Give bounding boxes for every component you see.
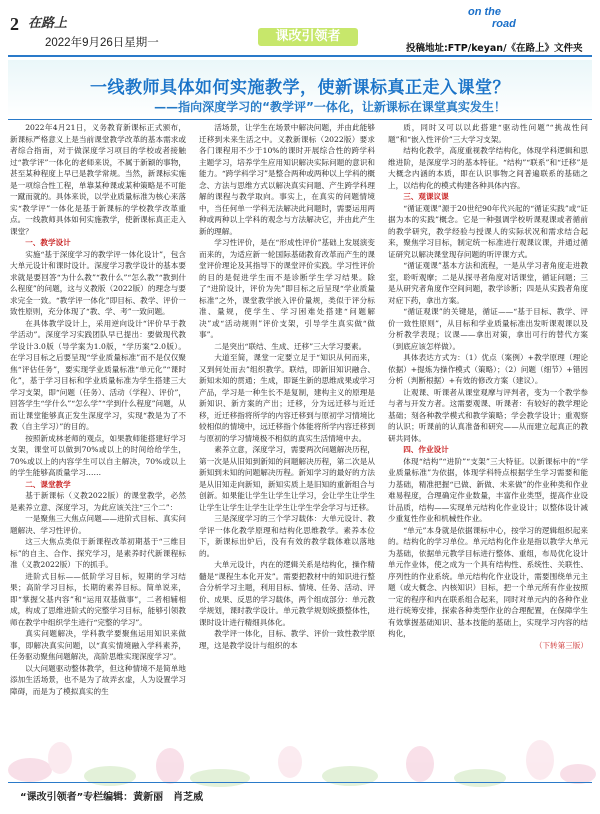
paragraph: 素养立意，深度学习，需要两次问题解决历程，第一次是从旧知到新知的问题解决历程，第二次是从新知到未知的问题解决历程。新知学习的最好的方法是从旧知走向新知，新知实质上是旧知的重新组合与创新。如果能让学生让学生让学习，会让学生让学生让学生让学生让学生让学生让学生学会学习与迁移。 bbox=[199, 445, 375, 512]
paragraph: 以大问题驱动整体教学，但这种情境不是简单地添加生活场景，也不是为了故弄玄虚，人为设置学习障碍，而是为了模拟真实的生 bbox=[10, 663, 186, 696]
paragraph: 活场景，让学生在场景中解决问题，并由此能够迁移到未来生活之中。义教新课标（2022版）要求各门课程用不少于10%的课时开展综合性的跨学科主题学习，培养学生应用知识解决实际问题的意识和能力。“跨学科学习”是整合两种或两种以上学科的概念、方法与思维方式以解决真实问题、产生跨学科理解的课程与教学取向。事实上，在真实的问题情境中，当任何单一学科无法解决此问题时，需要运用两种或两种以上学科的观念与方法解决它，并由此产生新的理解。 bbox=[199, 123, 375, 236]
section-heading: 三、观课议课 bbox=[403, 192, 449, 201]
section-heading: 一、教学设计 bbox=[25, 238, 71, 247]
article-subtitle: ——指向深度学习的“教学评”一体化，让新课标在课堂真实发生！ bbox=[154, 100, 506, 114]
column-badge: 课改引领者 bbox=[258, 28, 358, 46]
section-heading: 二、课堂教学 bbox=[25, 479, 71, 489]
paragraph: 2022年4月21日，义务教育新课标正式颁布，新课标严格意义上是当前课堂教学改革的基本需求或者综合指南，对于做深度学习项目的学校或者接触过“教学评”一体化的老师来说，不属于新颖的事物，甚至某种程度上早已是教学常规。当然，新课标实施是一项综合性工程，单靠某种课或某种策略是不可能一蹴而就的。具体来说，以学业质量标准为核心来落实“教学评”一体化是基于新课标的学校教学改革重点。一线教师具体如何实施教学，使新课标真正走入课堂？ bbox=[10, 123, 186, 236]
paragraph: “循证观课”的关键是，循证——“基于目标、教学、评价一致性原则”，从目标和学业质量标准出发听课观课以及分析教学表现；议课——拿出对策，拿出可行的替代方案（到底应该怎样做）。 bbox=[388, 307, 588, 351]
paragraph: 按照新成林老师的观点，如果教师能搭建好学习支架，课堂可以做到70%或以上的时间给给学生，70%或以上的内容学生可以自主解决，70%或以上的学生能够高质量学习…… bbox=[10, 433, 186, 477]
paragraph: 学习性评价，是在“形成性评价”基础上发展演变而来的，为适应新一轮国际基础教育改革而产生的课堂评价理论及其指导下的课堂评价实践。学习性评价的目的是促进学生而不是诊断学生学习结果。除了“进阶设计，评价为先”即目标之后呈现“学业质量标准”之外，课堂教学嵌入评价量规，类似于评分标准、量规，使学生、学习困难处搭建“问题解决”或“活动规则”评价支架，引导学生真实做“做事”。 bbox=[199, 238, 375, 339]
paragraph: “循证观课”源于20世纪90年代兴起的“循证实践”或“证据为本的实践”概念。它是一种强调学校听课观课或者循前的教学研究，教学经验与授课人的实际状况和需求结合起来，聚焦学习目标，制定统一标准进行观课议课，并通过循证研究以解决课堂现存问题的听评课方式。 bbox=[388, 203, 588, 259]
paragraph: 大道至简，课堂一定要立足于“知识从何而来，又到何处而去”组织教学。联结，即新旧知识融合、新知未知的贯通；生成，即诞生新的思维成果或学习产品，学习是一种生长不是复制，建构主义的原理是新知识、新方案的产出；迁移，分为远迁移与近迁移，近迁移指将所学的内容迁移到与原初学习情境比较相似的情境中，远迁移指个体能将所学内容迁移到与原初的学习情境极不相似的真实生活情境中去。 bbox=[199, 353, 375, 443]
submission-address: 投稿地址:FTP/keyan/《在路上》文件夹 bbox=[406, 43, 583, 54]
article-column-1 bbox=[10, 122, 186, 782]
page-number: 2 bbox=[10, 14, 19, 34]
paragraph: 二是突出“联结、生成、迁移”三大学习要素。 bbox=[214, 341, 367, 351]
article-title: 一线教师具体如何实施教学，使新课标真正走入课堂？ bbox=[90, 78, 510, 98]
paragraph: 大单元设计，内在的逻辑关系是结构化，操作精髓是“课程生本化开发”。需要把教材中的知识进行整合分析学习主题，利用目标、情境、任务、活动、评价、成果、反思的学习载体，两个组成部分：单元教学规划，课时教学设计。单元教学规划统摄整体性，课时设计进行精细具体化。 bbox=[199, 560, 375, 627]
paragraph: “单元”本身就是依据课标中心，按学习的逻辑组织起来的。结构化的学习单位。单元结构化作业是指以教学大单元为基础，依据单元教学目标进行整体、重组，布局优化设计单元作业体，使之成为一个具有结构性、系统性、关联性、序列性的作业系统。单元结构化作业设计，需要围绕单元主题（或大概念、内核知识）目标，把一个单元所有作业按照一定的程序和内在联系组合起来，同时对单元内的各种作业进行统筹安排，探索各种类型作业的合理配置，在保障学生有效掌握基础知识、基本技能的基础上，实现学习内容的结构化， bbox=[388, 525, 588, 638]
article-column-3 bbox=[388, 122, 588, 782]
paragraph: 进阶式目标——低阶学习目标，短期的学习结果；高阶学习目标，长期的素养目标。简单说来，即“掌握父基内容”和“运用双基做事”，二者相辅相成，构成了思维进阶式的完整学习目标，能够引领教师在教学中组织学生进行“完整的学习”。 bbox=[10, 571, 186, 627]
newspaper-brand: 在路上 bbox=[28, 16, 68, 31]
footer-divider bbox=[8, 782, 592, 783]
paragraph: 体现“结构”“进阶”“支架”三大特征。以新课标中的“学业质量标准”为依据，体现学科特点根据学生学习需要和能力基础，精准把握“已做、新做、未来做”的作业种类和作业难易程度，合理确定作业数量，丰富作业类型，提高作业设计品质，结构——实现单元结构化作业设计；以整体设计减少重复性作业和机械性作业。 bbox=[388, 456, 588, 523]
title-divider bbox=[8, 119, 592, 120]
paragraph: 一是聚焦三大焦点问题——进阶式目标、真实问题解决、学习性评价。 bbox=[10, 514, 186, 535]
paragraph: 结构化教学，高度重视教学结构化，体现学科逻辑和思维进阶，是深度学习的基本特征。“结构”“联系”和“迁移”是大概念内涵的本质，即在认识事物之间普遍联系的基础之上，以结构化的模式构建各种具体内容。 bbox=[388, 146, 588, 190]
paragraph: 具体表达方式为：（1）优点（案例）+教学原理（理论依据）+提炼为操作模式（策略）；（2）问题（细节）+错因分析（判断根据）+有效的修改方案（建议）。 bbox=[388, 353, 588, 385]
paragraph: 质，同时又可以以此搭建“驱动性问题”“挑战性问题”和“嵌入性评价”三大学习支架。 bbox=[388, 123, 588, 144]
paragraph: 让观课、听课者从课堂观摩与评判者，变为一个教学参与者与开发方者。这需要观课、听课者：有较好的教学理论基础；刻各种教学模式和教学策略；学会教学设计；重观察的认识；听课前的认真准备和研究——从而建立起真正的教研共同体。 bbox=[388, 387, 588, 443]
paragraph: 真实问题解决，学科教学要聚焦运用知识来做事，即解决真实问题，以“真实情境融入学科素养，任务驱动聚焦问题解决，高阶思维实现深度学习”。 bbox=[10, 629, 186, 661]
page-header bbox=[0, 0, 600, 58]
paragraph: “循证观课”基本方法和流程，一是从学习者角度走进教室，聆听观摩；二是从探寻者角度对话课堂，循证问题；三是从研究者角度作空间问题，教学诊断；四是从实践者角度对症下药，拿出方案。 bbox=[388, 261, 588, 305]
paragraph: 实施“基于深度学习的教学评一体化设计”，包含大单元设计和课时设计。深度学习教学设计的基本要求就是要回答“为什么教”“教什么”“怎么教”“教到什么程度”的问题，这与义教版（2022版）的理念与要求完全一致。“教学评一体化”即目标、教学、评价一致性原则，充分体现了“教、学、考”一致问题。 bbox=[10, 249, 186, 316]
paragraph: 教学评一体化，目标、教学、评价一致性教学原理，这是教学设计与组织的本 bbox=[199, 629, 375, 650]
issue-date: 2022年9月26日星期一 bbox=[45, 37, 159, 49]
header-divider bbox=[8, 55, 592, 57]
paragraph: 基于新课标（义教2022版）的课堂教学，必然是素养立意、深度学习，为此应该关注“三个二”： bbox=[10, 491, 186, 512]
slogan-line-2: road bbox=[492, 18, 516, 30]
section-heading: 四、作业设计 bbox=[403, 445, 449, 454]
slogan bbox=[468, 6, 588, 30]
slogan-line-1: on the bbox=[468, 6, 501, 18]
article-column-2 bbox=[199, 122, 375, 782]
paragraph: 三是深度学习的三个学习载体：大单元设计、教学评一体化教学原理和结构化思维教学。素养本位下，新课标出炉后，没有有效的教学载体难以落地的。 bbox=[199, 514, 375, 558]
paragraph: 在具体教学设计上，采用逆向设计“评价早于教学活动”。深度学习实践团队早已提出：要做现代教学设计3.0版（导学案为1.0版，“学历案”2.0版）。在学习目标之后要呈现“学业质量标准”而不是仅仅聚焦“评估任务”，要实现学业质量标准“单元化”“课时化”，基于学习目标和学业质量标准为学生搭建三大学习支架，即“问题（任务）、活动（学程）、评价”，回答学生“学什么”“怎么学”“学到什么程度”问题，从而让课堂能够真正发生深度学习，实现“教是为了不教（自主学习）”的目的。 bbox=[10, 318, 186, 431]
continued-note: （下转第三版） bbox=[534, 640, 588, 650]
column-editors: “课改引领者”专栏编辑：黄新丽 肖芝威 bbox=[20, 792, 204, 803]
paragraph: 这三大焦点类似于新课程改革初期基于“三维目标”的自主、合作、探究学习，是素养时代新课程标准（义教2022版）下的抓手。 bbox=[10, 537, 186, 569]
